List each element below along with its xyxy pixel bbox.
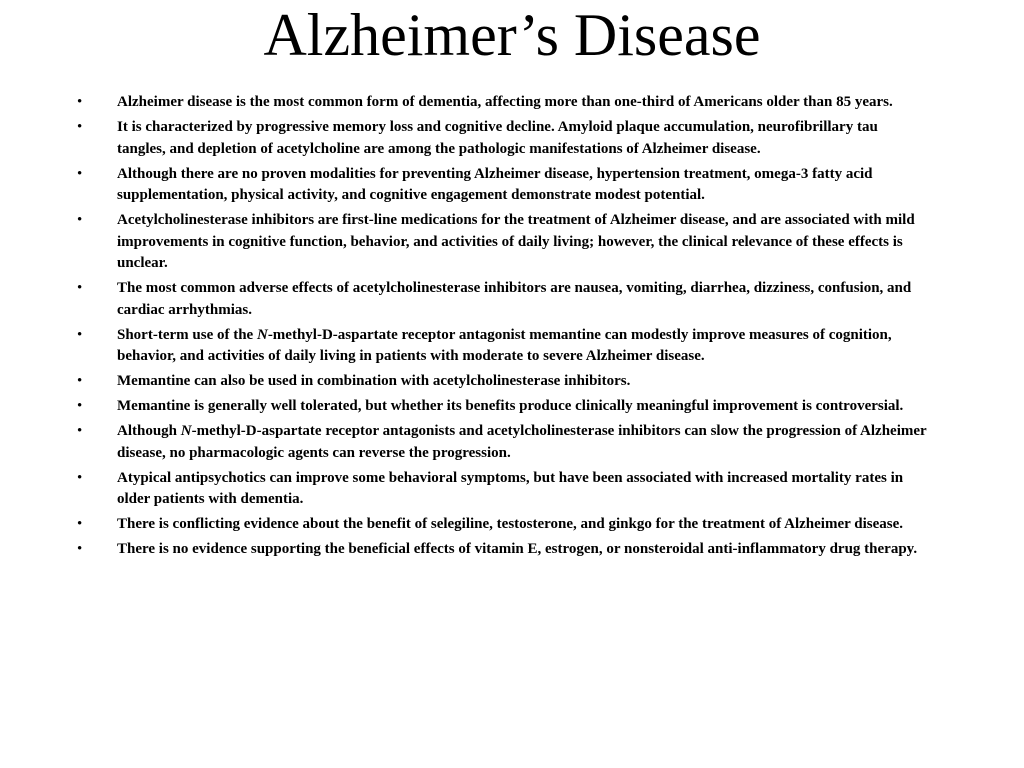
- bullet-text: [117, 212, 915, 271]
- bullet-text-segment: There is no evidence supporting the beneficial effects of vitamin E, estrogen, or nonsteroidal anti-inflammatory drug therapy.: [117, 541, 918, 557]
- bullet-text-segment: Memantine can also be used in combination with acetylcholinesterase inhibitors.: [117, 373, 631, 389]
- bullet-text-segment: -methyl-D-aspartate receptor antagonists and acetylcholinesterase inhibitors can slow the progression of Alzheimer disease, no pharmacologic agents can reverse the progression.: [117, 423, 927, 461]
- bullet-text-italic: N: [180, 423, 192, 439]
- bullet-dot-icon: •: [77, 119, 83, 135]
- bullet-text: [117, 119, 878, 157]
- bullet-dot-icon: •: [77, 94, 83, 110]
- bullet-text-segment: Alzheimer disease is the most common form of dementia, affecting more than one-third of Americans older than 85 years.: [117, 94, 893, 110]
- bullet-text: [117, 470, 903, 508]
- bullet-item: [77, 468, 929, 511]
- bullet-item: [77, 421, 929, 464]
- bullet-item: [77, 514, 929, 536]
- bullet-text: [117, 327, 892, 365]
- slide-title: Alzheimer’s Disease: [263, 2, 761, 68]
- bullet-dot-icon: •: [77, 165, 83, 182]
- bullet-text-segment: The most common adverse effects of acetylcholinesterase inhibitors are nausea, vomiting, diarrhea, dizziness, confusion, and cardiac arrhythmias.: [117, 280, 912, 318]
- bullet-text-segment: Acetylcholinesterase inhibitors are first-line medications for the treatment of Alzheimer disease, and are associated with mild improvements in cognitive function, behavior, and activities of daily living; however, the clinical relevance of these effects is unclear.: [117, 212, 915, 271]
- bullet-dot-icon: •: [77, 423, 83, 439]
- bullet-item: [77, 539, 929, 561]
- bullet-dot-icon: •: [77, 280, 83, 296]
- bullet-text: [117, 94, 893, 110]
- bullet-item: [77, 396, 929, 418]
- bullet-item: [77, 117, 929, 160]
- bullet-text-segment: Atypical antipsychotics can improve some behavioral symptoms, but have been associated with increased mortality rates in older patients with dementia.: [117, 469, 904, 507]
- bullet-text-segment: It is characterized by progressive memory loss and cognitive decline. Amyloid plaque accumulation, neurofibrillary tau tangles, and depletion of acetylcholine are among the pathologic manifestations of Alzheimer disease.: [117, 119, 878, 157]
- bullet-dot-icon: •: [77, 373, 83, 389]
- bullet-dot-icon: •: [77, 212, 83, 228]
- bullet-item: [77, 278, 929, 321]
- bullet-text-italic: N: [256, 326, 268, 343]
- bullet-text: [117, 398, 903, 414]
- bullet-dot-icon: •: [77, 541, 83, 557]
- bullet-text: [117, 280, 911, 318]
- bullet-text: [117, 516, 903, 532]
- bullet-text-segment: Although there are no proven modalities for preventing Alzheimer disease, hypertension treatment, omega-3 fatty acid supplementation, physical activity, and cognitive engagement demonstrate modest potential.: [117, 165, 873, 203]
- bullet-dot-icon: •: [77, 398, 83, 414]
- bullet-text: [117, 166, 873, 204]
- bullet-dot-icon: •: [77, 326, 83, 343]
- bullet-item: [77, 210, 929, 275]
- bullet-dot-icon: •: [77, 516, 83, 532]
- bullet-list: [77, 92, 929, 564]
- bullet-text-segment: There is conflicting evidence about the benefit of selegiline, testosterone, and ginkgo for the treatment of Alzheimer disease.: [117, 516, 904, 532]
- bullet-text: [117, 541, 917, 557]
- bullet-text-segment: Although: [117, 423, 181, 439]
- bullet-item: [77, 325, 929, 368]
- bullet-item: [77, 92, 929, 114]
- bullet-text-segment: Memantine is generally well tolerated, but whether its benefits produce clinically meaningful improvement is controversial.: [117, 398, 904, 414]
- bullet-text: [117, 373, 630, 389]
- bullet-text: [117, 423, 926, 461]
- bullet-text-segment: Short-term use of the: [117, 326, 257, 343]
- bullet-dot-icon: •: [77, 469, 83, 486]
- bullet-item: [77, 371, 929, 393]
- bullet-text-segment: -methyl-D-aspartate receptor antagonist memantine can modestly improve measures of cognition, behavior, and activities of daily living in patients with moderate to severe Alzheimer disease.: [117, 326, 892, 364]
- bullet-item: [77, 164, 929, 207]
